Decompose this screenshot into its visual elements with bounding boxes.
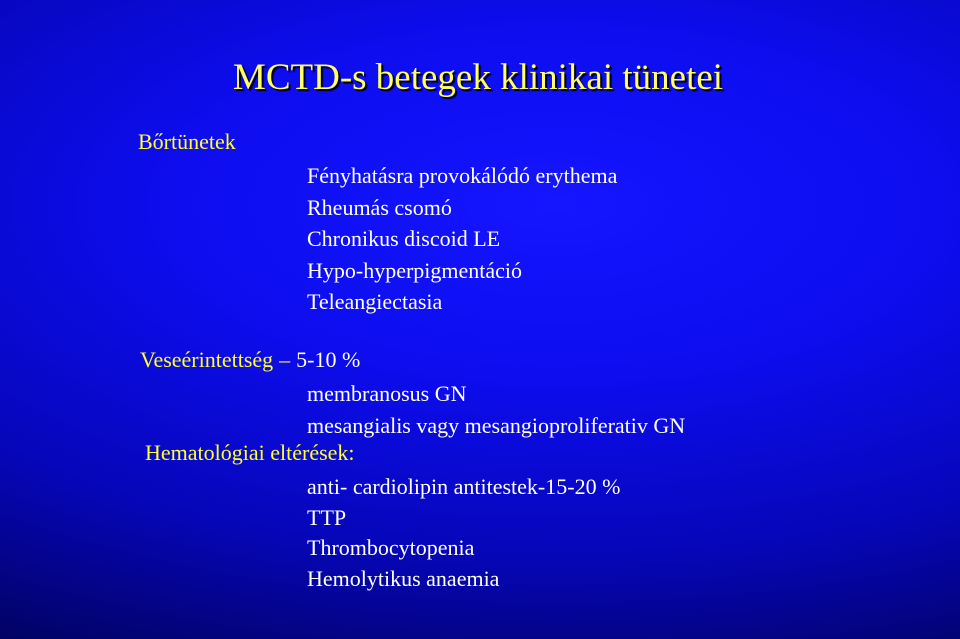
hematology-list: [307, 472, 620, 594]
hematology-heading: Hematológiai eltérések:: [145, 440, 355, 465]
list-item: Teleangiectasia: [307, 289, 443, 314]
skin-symptoms-heading: Bőrtünetek: [138, 129, 236, 154]
kidney-heading-label: Veseérintettség: [140, 347, 274, 372]
list-item: Chronikus discoid LE: [307, 226, 501, 251]
kidney-involvement-list: [307, 378, 685, 441]
kidney-percentage: 5-10 %: [296, 347, 361, 372]
list-item: membranosus GN: [307, 381, 467, 406]
list-item: Thrombocytopenia: [307, 535, 475, 560]
kidney-involvement-heading: [140, 347, 360, 373]
list-item: mesangialis vagy mesangioproliferativ GN: [307, 412, 686, 438]
slide-title: MCTD-s betegek klinikai tünetei: [232, 57, 724, 98]
list-item: anti- cardiolipin antitestek-15-20 %: [307, 474, 621, 499]
skin-symptoms-list: [307, 160, 617, 318]
list-item: TTP: [307, 504, 347, 530]
list-item: Hemolytikus anaemia: [307, 565, 500, 591]
kidney-heading-dash: –: [279, 347, 291, 372]
list-item: Hypo-hyperpigmentáció: [307, 257, 523, 283]
list-item: Rheumás csomó: [307, 194, 452, 220]
list-item: Fényhatásra provokálódó erythema: [307, 163, 618, 188]
